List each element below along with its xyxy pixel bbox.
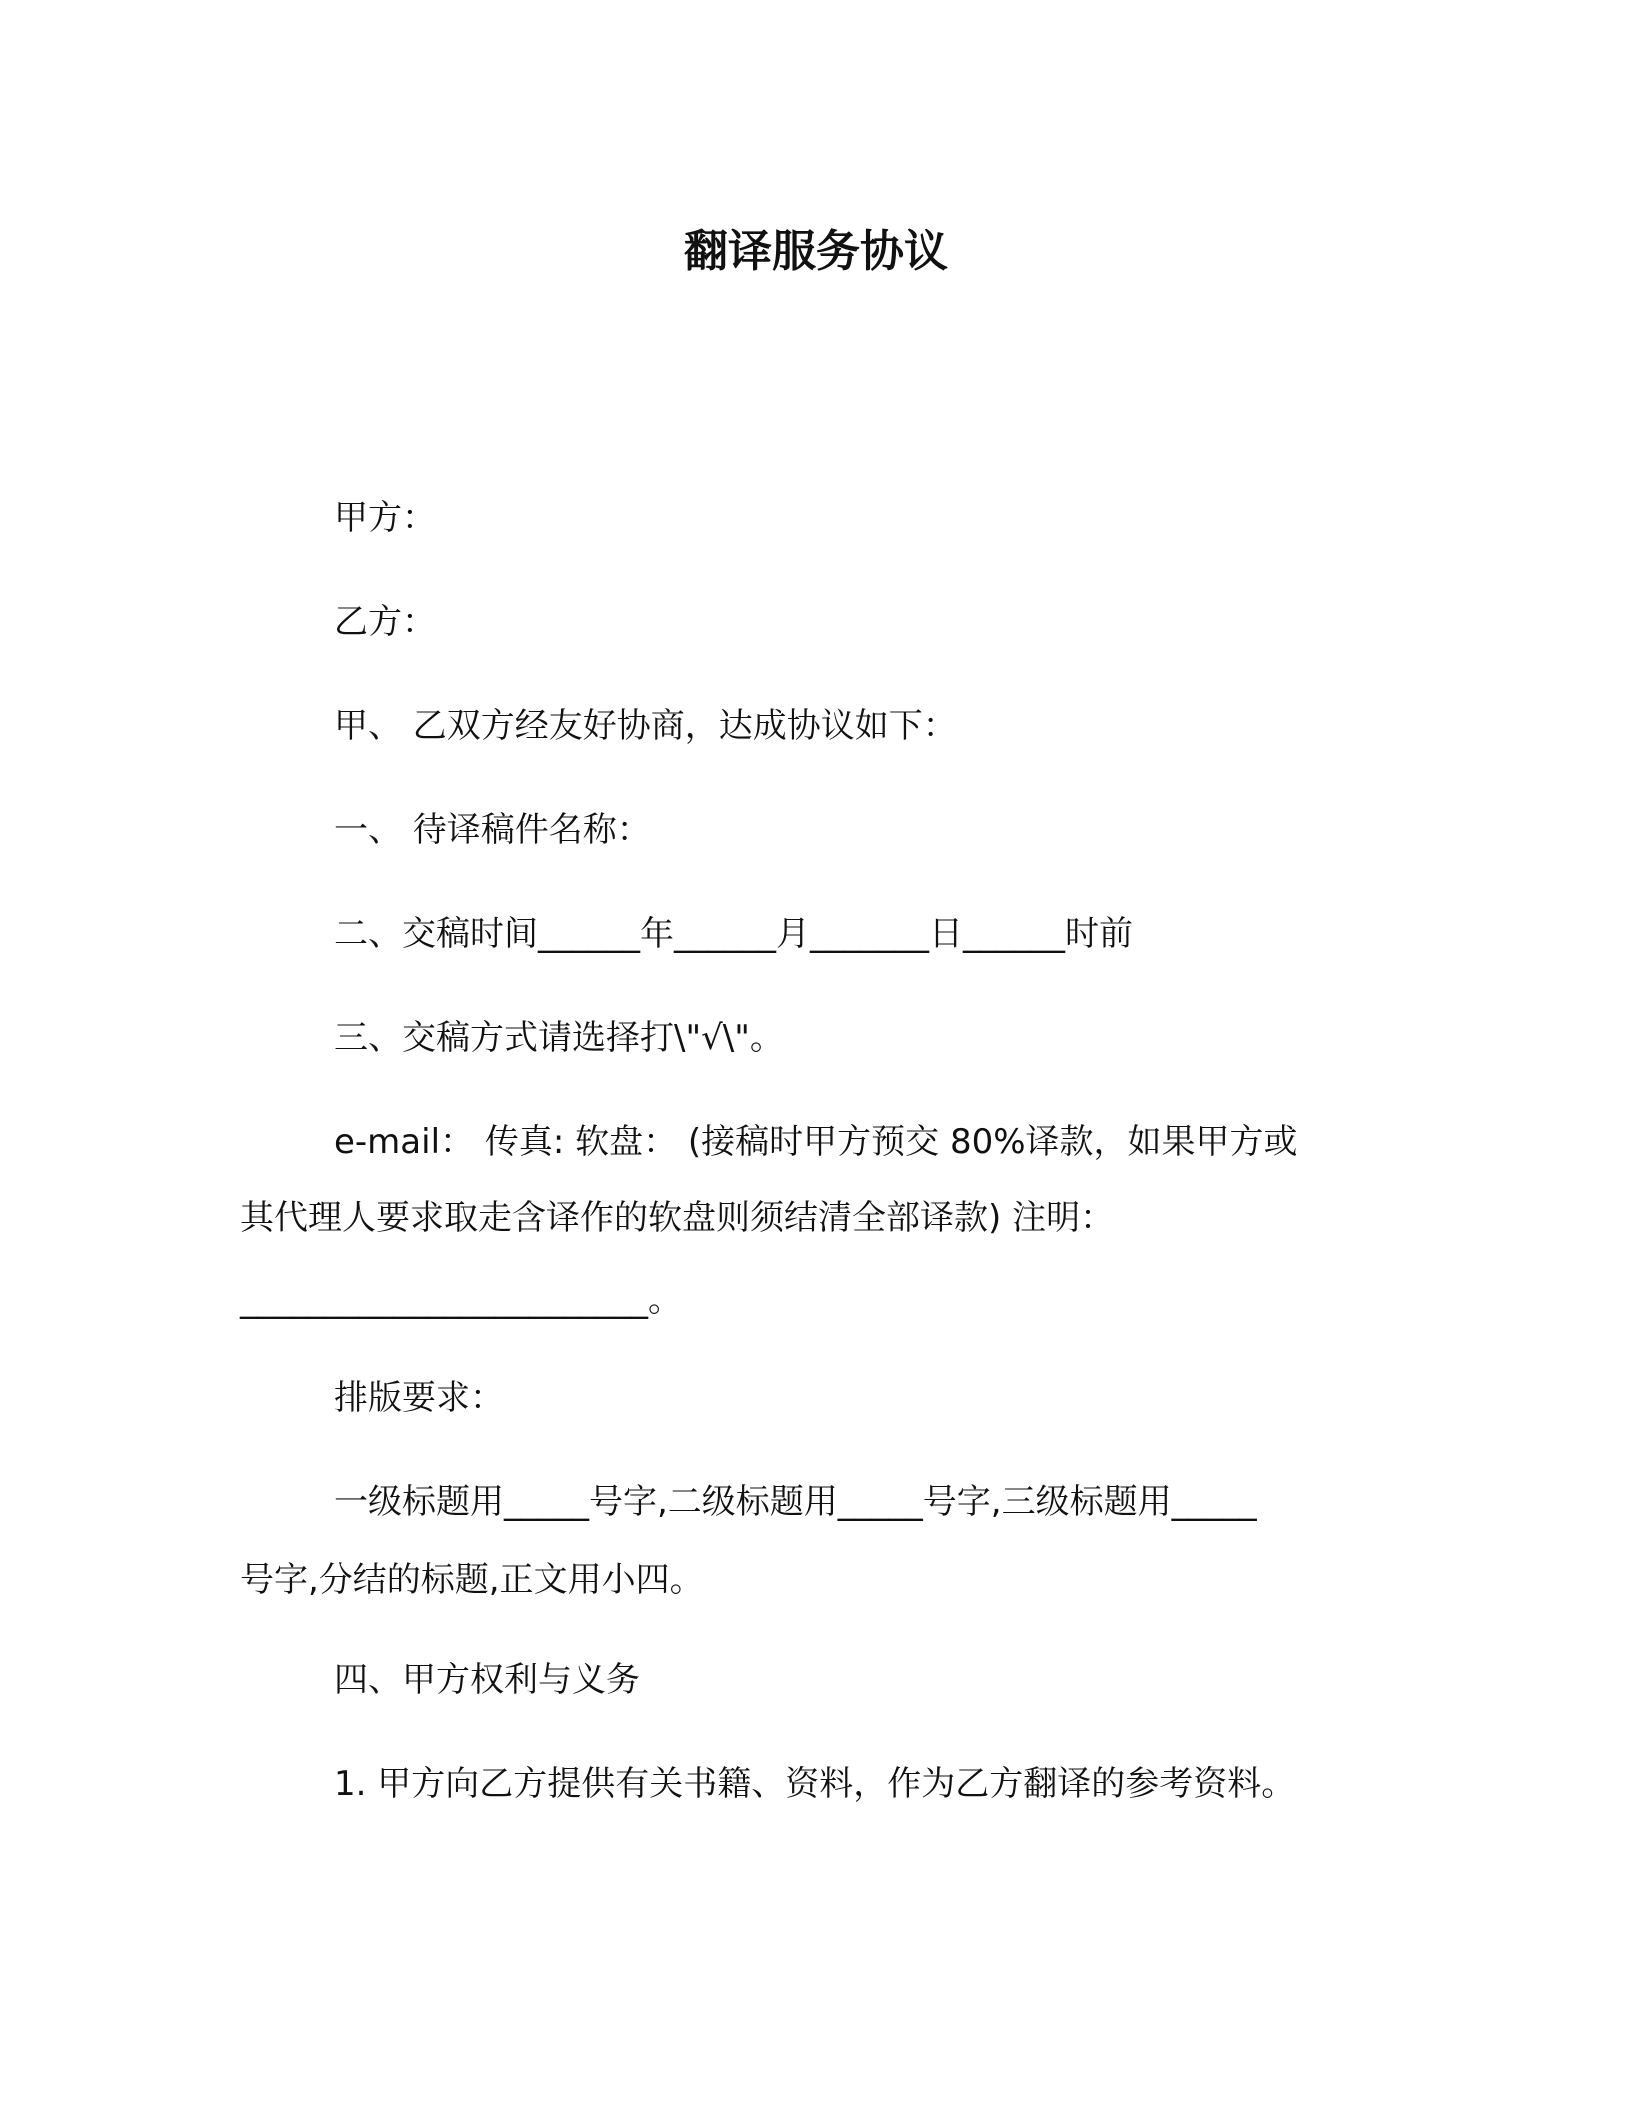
delivery-options-line-2: 其代理人要求取走含译作的软盘则须结清全部译款) 注明：	[240, 1198, 1115, 1238]
section-4-heading: 四、甲方权利与义务	[334, 1660, 640, 1700]
intro-paragraph: 甲、 乙双方经友好协商，达成协议如下：	[334, 706, 957, 746]
section-2-delivery-time: 二、交稿时间______年______月_______日______时前	[334, 914, 1133, 954]
layout-requirements-line-1: 一级标题用_____号字,二级标题用_____号字,三级标题用_____	[334, 1482, 1257, 1522]
party-b-label: 乙方：	[334, 602, 436, 642]
section-4-clause-1: 1. 甲方向乙方提供有关书籍、资料，作为乙方翻译的参考资料。	[334, 1764, 1296, 1804]
party-a-label: 甲方：	[334, 498, 436, 538]
layout-requirements-line-2: 号字,分结的标题,正文用小四。	[240, 1560, 704, 1600]
layout-requirements-heading: 排版要求：	[334, 1378, 504, 1418]
section-3-delivery-method: 三、交稿方式请选择打\"√\"。	[334, 1018, 784, 1058]
document-title: 翻译服务协议	[684, 226, 948, 277]
delivery-options-line-1: e-mail： 传真: 软盘： (接稿时甲方预交 80%译款，如果甲方或	[334, 1122, 1298, 1162]
section-1-manuscript-name: 一、 待译稿件名称：	[334, 810, 651, 850]
delivery-options-line-3: ________________________。	[240, 1280, 682, 1320]
